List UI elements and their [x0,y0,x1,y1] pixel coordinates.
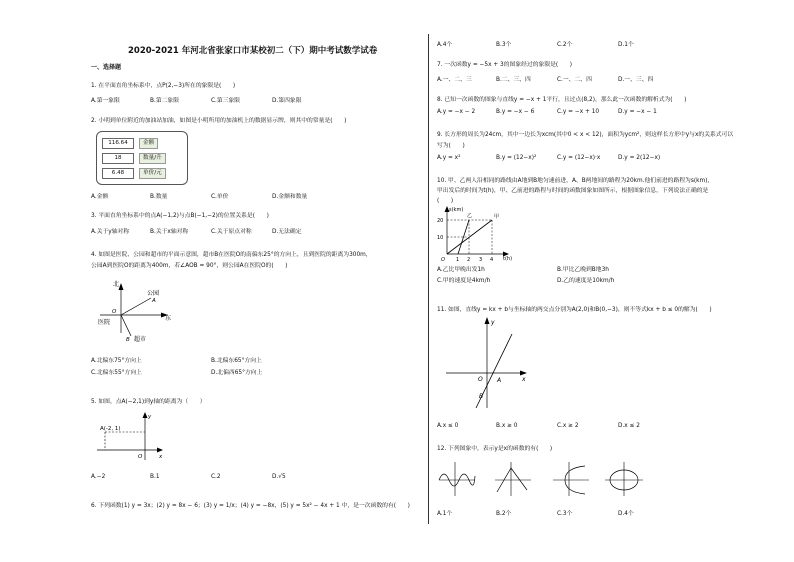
q4-option-b[interactable]: B.北偏东65°方向上 [211,358,262,364]
q11-line-graph [442,316,532,412]
q8-stem: 8. 已知一次函数的图象与直线y = −x + 1平行，且过点(8,2)，那么此一次函数的解析式为( ) [437,97,687,103]
q2-option-a[interactable]: A.金额 [91,194,109,200]
q4-stem-line2: 公园A到医院O的距离为400m，若∠AOB = 90°，则公园A在医院O的( ) [91,263,288,269]
q3-stem: 3. 平面直角坐标系中的点A(−1,2)与点B(−1,−2)的位置关系是( ) [91,213,269,219]
q3-option-a[interactable]: A.关于y轴对称 [91,229,130,235]
q3-option-b[interactable]: B.关于x轴对称 [150,229,189,235]
north-arrow-icon [119,283,124,290]
quantity-label: 数量/升 [139,153,166,164]
q11-option-d[interactable]: D.x ≤ 2 [618,423,640,429]
price-label: 单价/元 [139,168,166,179]
q5-option-b[interactable]: B.1 [150,474,160,480]
q9-stem-line1: 9. 长方形的周长为24cm，其中一边长为xcm(其中0 < x < 12)，面积为ycm²，则这样长方形中y与x的关系式可以 [437,132,734,138]
q11-option-a[interactable]: A.x ≤ 0 [437,423,459,429]
origin-label: O [478,376,483,383]
q3-option-c[interactable]: C.关于原点对称 [211,229,252,235]
hospital-label: 医院 [98,319,111,326]
q12-option-b[interactable]: B.2个 [496,511,512,517]
yi-label: 乙 [467,213,473,219]
tick-1: 1 [456,257,460,263]
ray-ob [121,315,131,336]
origin-label: O [441,257,445,263]
amount-label: 金额 [139,138,158,149]
q6-option-a[interactable]: A.4个 [437,42,453,48]
q2-option-c[interactable]: C.单价 [211,194,229,200]
tick-3: 3 [479,257,483,263]
market-label: 超市 [134,336,147,343]
x-arrow-icon [520,371,527,376]
q5-stem: 5. 如图，点A(−2,1)到y轴的距离为（ ） [91,399,206,405]
price-value: 6.48 [102,168,134,179]
q1-stem: 1. 在平面直角坐标系中，点P(2,−3)所在的象限是( ) [91,83,236,89]
q5-option-a[interactable]: A.−2 [91,474,106,480]
q10-stem-line1: 10. 甲、乙两人沿相同的路线由A地到B地匀速前进，A、B两地间的路程为20km.他们前进的路程为s(km)， [437,178,714,184]
line-jia [447,220,492,254]
park-label: 公园 [147,290,160,297]
q4-option-d[interactable]: D.北偏西65°方向上 [211,370,263,376]
q5-option-c[interactable]: C.2 [211,474,221,480]
q7-option-b[interactable]: B.二、三、四 [496,77,531,83]
east-label: 东 [165,315,172,322]
q1-option-a[interactable]: A.第一象限 [91,98,120,104]
graph-sine [439,462,475,496]
tick-2: 2 [467,257,471,263]
s-label: s(km) [449,207,464,213]
x-arrow-icon [157,448,163,453]
q10-stem-line2: 甲出发后的时间为t(h)，甲、乙前进的路程与时间的函数图象如图所示，根据图象信息，下列说法正确的是 [437,188,709,194]
point-a-label: A [497,377,502,384]
q4-map-diagram [95,278,185,343]
origin-label: O [138,454,143,460]
q8-option-a[interactable]: A.y = −x − 2 [437,109,476,115]
q11-option-c[interactable]: C.x ≥ 2 [557,423,579,429]
q12-stem: 12. 下列图象中，表示y是x的函数的有( ) [437,446,553,452]
graph-sideways-parabola [553,462,589,496]
amount-value: 116.64 [102,138,134,149]
q12-graphs [437,458,647,498]
point-b-label: B [126,337,130,343]
q10-option-b[interactable]: B.甲比乙晚到B地3h [557,267,609,273]
north-label: 北 [113,281,120,288]
graph-peak [495,462,531,496]
point-a-label: A [152,298,156,304]
tick-10: 10 [437,235,444,241]
q10-distance-time-graph [437,206,517,262]
q10-option-a[interactable]: A.乙比甲晚出发1h [437,267,485,273]
y-label: y [491,319,495,326]
q10-option-d[interactable]: D.乙的速度是10km/h [557,278,615,284]
q10-option-c[interactable]: C.甲的速度是4km/h [437,278,491,284]
ray-oa [121,298,151,315]
q8-option-b[interactable]: B.y = −x − 6 [496,109,535,115]
q1-option-b[interactable]: B.第二象限 [150,98,180,104]
quantity-value: 18 [102,153,134,164]
section-heading: 一、选择题 [91,64,122,71]
q12-option-d[interactable]: D.4个 [618,511,634,517]
q1-option-c[interactable]: C.第三象限 [211,98,241,104]
point-b-label: B [479,393,484,400]
q8-option-c[interactable]: C.y = −x + 10 [557,109,600,115]
x-label: x [159,454,163,460]
q1-option-d[interactable]: D.第四象限 [272,98,302,104]
x-label: x [522,376,526,383]
q5-option-d[interactable]: D.√5 [272,474,286,480]
exam-title: 2020-2021 年河北省张家口市某校初二（下）期中考试数学试卷 [128,46,378,56]
q3-option-d[interactable]: D.无法确定 [272,229,302,235]
q8-option-d[interactable]: D.y = −x − 1 [618,109,657,115]
y-arrow-icon [485,317,490,324]
jia-label: 甲 [494,214,500,220]
q7-option-d[interactable]: D.一、三、四 [618,77,654,83]
q12-option-a[interactable]: A.1个 [437,511,453,517]
q2-option-d[interactable]: D.金额和数量 [272,194,308,200]
q4-stem-line1: 4. 如图是医院、公园和超市的平面示意图，超市B在医院O的南偏东25°的方向上，且到医院的距离为300m， [91,252,372,258]
q9-option-c[interactable]: C.y = (12−x)·x [557,155,601,161]
q9-option-d[interactable]: D.y = 2(12−x) [618,155,661,161]
q6-option-b[interactable]: B.3个 [496,42,512,48]
fuel-pump-display [96,131,188,185]
q11-stem: 11. 如图，直线y = kx + b与坐标轴的两交点分别为A(2,0)和B(0,−3)，则不等式kx + b ≤ 0的解为( ) [437,307,712,313]
tick-4: 4 [490,257,494,263]
q9-stem-line2: 写为( ) [437,143,465,149]
q11-option-b[interactable]: B.x ≥ 0 [496,423,518,429]
q6-option-c[interactable]: C.2个 [557,42,573,48]
q6-option-d[interactable]: D.1个 [618,42,634,48]
column-divider [428,34,429,524]
q10-stem-line3: ( ) [437,198,454,204]
q4-option-a[interactable]: A.北偏东75°方向上 [91,358,142,364]
q7-stem: 7. 一次函数y = −5x + 3的图象经过的象限是( ) [437,62,573,68]
tick-20: 20 [437,218,444,224]
q9-option-b[interactable]: B.y = (12−x)² [496,155,537,161]
q5-coordinate-diagram [95,410,165,465]
t-label: t(h) [503,256,513,262]
q4-option-c[interactable]: C.北偏东55°方向上 [91,370,142,376]
point-a-label: A(-2, 1) [100,426,121,432]
q12-option-c[interactable]: C.3个 [557,511,573,517]
graph-ellipse [605,462,643,496]
point-o-label: O [112,309,117,315]
q2-option-b[interactable]: B.数量 [150,194,168,200]
q6-stem: 6. 下列函数(1) y = 3x；(2) y = 8x − 6；(3) y = 1/x；(4) y = −8x，(5) y = 5x² − 4x + 1 中，是一次函数的有( ) [91,503,410,509]
line-yi [458,220,469,254]
q7-option-c[interactable]: C.一、二、四 [557,77,592,83]
q2-stem: 2. 小明到单位附近的加油站加油，如图是小明所用的加油机上的数据显示牌，则其中的常量是( ) [91,118,347,124]
q7-option-a[interactable]: A.一、二、三 [437,77,472,83]
y-arrow-icon [143,412,148,418]
q9-option-a[interactable]: A.y = x² [437,155,461,161]
y-label: y [148,414,152,420]
